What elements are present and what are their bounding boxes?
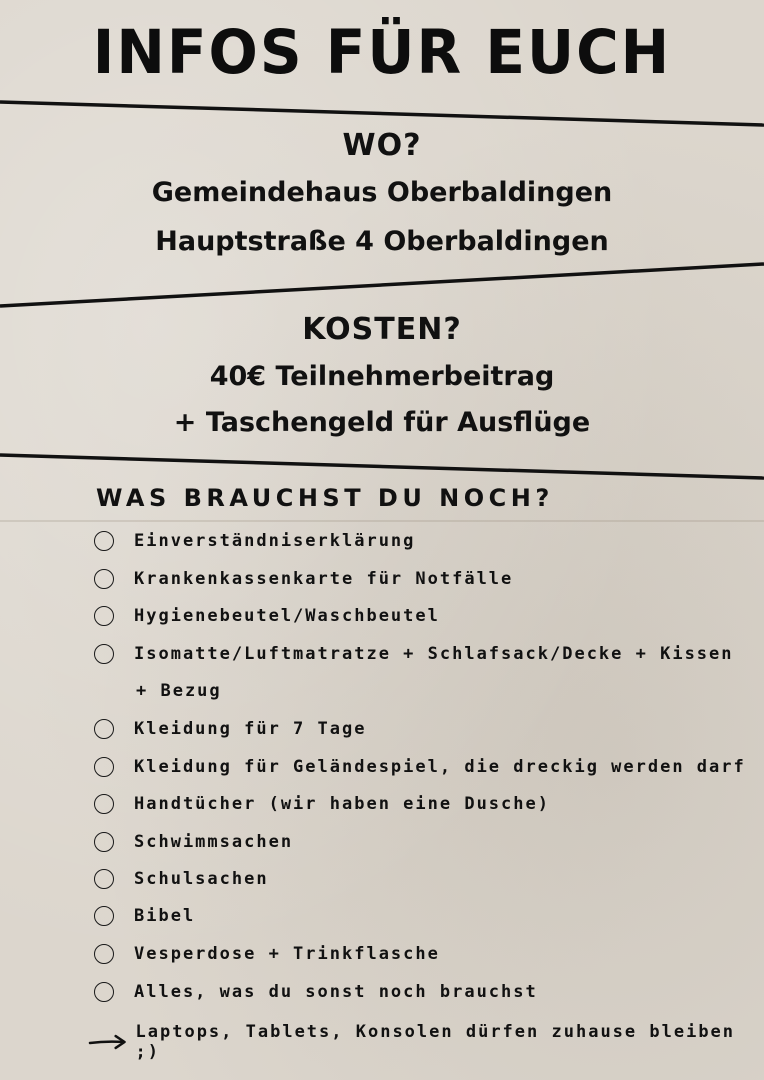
checklist-item[interactable]: Schwimmsachen <box>94 832 293 852</box>
costs-line-1: 40€ Teilnehmerbeitrag <box>209 361 555 392</box>
circle-checkbox-icon[interactable] <box>94 644 114 664</box>
checklist-item[interactable]: Hygienebeutel/Waschbeutel <box>94 606 440 626</box>
paper-fold <box>0 520 764 522</box>
circle-checkbox-icon[interactable] <box>94 569 114 589</box>
checklist-item[interactable]: Bibel <box>94 906 195 926</box>
circle-checkbox-icon[interactable] <box>94 719 114 739</box>
divider-line-1 <box>0 102 764 125</box>
checklist-item-continuation: + Bezug <box>136 681 222 701</box>
divider-line-3 <box>0 455 764 478</box>
location-heading: WO? <box>342 128 422 163</box>
circle-checkbox-icon[interactable] <box>94 832 114 852</box>
circle-checkbox-icon[interactable] <box>94 944 114 964</box>
location-line-1: Gemeindehaus Oberbaldingen <box>151 177 613 208</box>
circle-checkbox-icon[interactable] <box>94 906 114 926</box>
checklist-item[interactable]: Vesperdose + Trinkflasche <box>94 944 440 964</box>
checklist-heading: WAS BRAUCHST DU NOCH? <box>96 484 554 512</box>
divider-line-2 <box>0 264 764 306</box>
right-arrow-icon <box>88 1032 128 1052</box>
costs-heading: KOSTEN? <box>302 312 462 347</box>
checklist-item[interactable]: Kleidung für 7 Tage <box>94 719 366 739</box>
circle-checkbox-icon[interactable] <box>94 531 114 551</box>
page-title: INFOS FÜR EUCH <box>92 16 672 88</box>
note-line <box>88 1022 764 1062</box>
location-line-2: Hauptstraße 4 Oberbaldingen <box>155 226 609 257</box>
checklist-item[interactable]: Krankenkassenkarte für Notfälle <box>94 569 513 589</box>
circle-checkbox-icon[interactable] <box>94 757 114 777</box>
checklist-item[interactable]: Schulsachen <box>94 869 269 889</box>
circle-checkbox-icon[interactable] <box>94 794 114 814</box>
costs-line-2: + Taschengeld für Ausflüge <box>173 407 591 438</box>
circle-checkbox-icon[interactable] <box>94 982 114 1002</box>
circle-checkbox-icon[interactable] <box>94 606 114 626</box>
circle-checkbox-icon[interactable] <box>94 869 114 889</box>
checklist-item[interactable]: Alles, was du sonst noch brauchst <box>94 982 538 1002</box>
checklist-item[interactable]: Einverständniserklärung <box>94 531 415 551</box>
checklist-item[interactable]: Kleidung für Geländespiel, die dreckig werden darf <box>94 757 746 777</box>
note-text: Laptops, Tablets, Konsolen dürfen zuhause bleiben ;) <box>135 1022 736 1062</box>
checklist-item[interactable]: Handtücher (wir haben eine Dusche) <box>94 794 550 814</box>
checklist-item[interactable]: Isomatte/Luftmatratze + Schlafsack/Decke + Kissen <box>94 644 734 664</box>
